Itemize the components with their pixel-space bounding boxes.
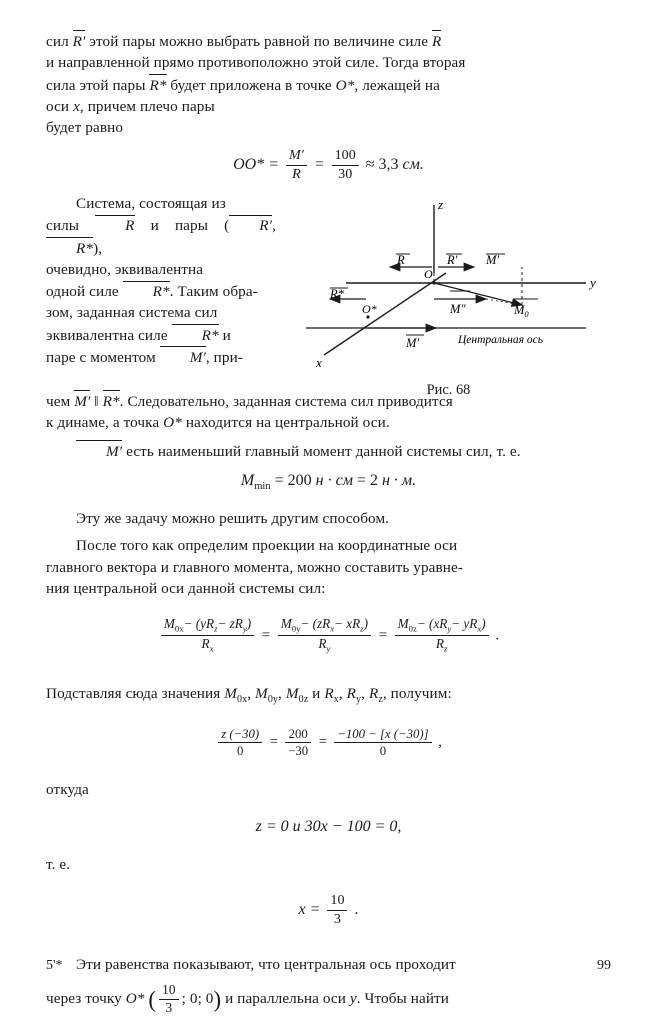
fraction-denominator: $R_y$: [318, 636, 331, 655]
page-content: [46, 30, 611, 1016]
formula-result-z: [46, 818, 611, 836]
svg-text:R: R: [397, 252, 405, 267]
equals-sign: =: [313, 156, 325, 174]
axis-z-label: z: [438, 196, 444, 212]
fraction-denominator: 3: [333, 910, 341, 927]
page-footer: [46, 955, 611, 974]
period: .: [495, 627, 500, 644]
vector-R-star: R*: [103, 390, 120, 412]
text-run: главного вектора и главного момента, можно составить уравне-: [46, 558, 464, 576]
vector-R-label: [396, 253, 410, 267]
formula-OO-star: [46, 148, 611, 183]
paragraph-11: [46, 983, 611, 1016]
paragraph-1: [46, 30, 611, 138]
point-O-star: O*: [163, 414, 182, 432]
vector-R-star: R*: [46, 237, 93, 259]
fraction-10-over-3: [159, 983, 179, 1016]
fraction-numerator: 10: [159, 983, 179, 1000]
fraction-denominator: $R_x$: [201, 636, 214, 655]
paragraph-9: [46, 854, 611, 875]
fraction-numerator: −100 − [x (−30)]: [334, 727, 431, 743]
axis-y-label: y: [590, 274, 596, 290]
text-run: одной силе: [46, 283, 119, 301]
vector-R-star: R*: [149, 74, 166, 96]
text-run: и пары (: [150, 217, 230, 235]
units-label: см.: [402, 156, 424, 174]
equals-sign: =: [268, 734, 279, 751]
subscript-min: min: [254, 480, 271, 492]
formula-Mmin: [46, 472, 611, 492]
fraction-numerator: $M_{0y}- (zR_x- xR_z)$: [278, 617, 371, 636]
svg-text:R′: R′: [447, 252, 458, 267]
page-number: 99: [597, 958, 611, 973]
text-run: силы: [46, 217, 80, 235]
text-run: Эту же задачу можно решить другим способом.: [76, 509, 390, 527]
paren-close: ): [213, 986, 222, 1012]
symbol-Rx: R: [324, 684, 334, 702]
axis-x-label: x: [316, 354, 322, 370]
text-run: ,: [272, 217, 276, 235]
vector-R-prime: R′: [229, 214, 272, 236]
text-run: ния центральной оси данной системы сил:: [46, 579, 326, 597]
vector-R: R: [95, 214, 134, 236]
text-run: оси: [46, 97, 70, 115]
fraction-10-over-3: [327, 893, 347, 928]
axis-x-label: x: [73, 97, 80, 115]
paragraph-8: [46, 779, 611, 800]
fraction-Mprime-over-R: [286, 148, 307, 183]
text-run: чем: [46, 392, 71, 410]
text-run: После того как определим проекции на координатные оси: [76, 537, 458, 555]
vector-M-prime: M′: [74, 390, 90, 412]
text-run: , причем плечо пары: [79, 97, 215, 115]
text-run: Подставляя сюда значения: [46, 684, 221, 702]
formula-lhs: M: [240, 471, 255, 489]
text-run: . Таким обра-: [169, 283, 258, 301]
vector-R-star: R*: [123, 280, 170, 302]
text-run: откуда: [46, 780, 89, 798]
figure-caption: Рис. 68: [426, 381, 471, 398]
fraction-denominator: R: [292, 166, 301, 183]
text-run: будет приложена в точке: [170, 76, 332, 94]
text-run: паре с моментом: [46, 348, 156, 366]
central-axis-label: Центральная ось: [458, 333, 543, 346]
point-O-star: O*: [335, 76, 355, 94]
svg-text:R*: R*: [330, 286, 344, 301]
text-run: к динаме, а точка: [46, 414, 160, 432]
text-run: через точку: [46, 989, 122, 1007]
fraction-1: [218, 727, 262, 759]
figure-diagram: [286, 195, 611, 375]
equals-sign-2: =: [317, 734, 328, 751]
text-run: . Чтобы найти: [356, 989, 450, 1007]
text-run: и направленной прямо противоположно этой силе. Тогда вторая: [46, 54, 466, 72]
axis-x-line: [324, 273, 446, 355]
fraction-numerator: $M_{0z}- (xR_y- yR_x)$: [395, 617, 489, 636]
text-run: сила этой пары: [46, 76, 146, 94]
formula-result-x: [46, 893, 611, 928]
fraction-numerator: M′: [286, 148, 307, 166]
formula-central-axis: [46, 617, 611, 655]
text-run: ),: [93, 239, 103, 257]
svg-text:M′: M′: [406, 335, 420, 350]
fraction-numerator: 200: [285, 727, 311, 743]
formula-value-2: = 2: [356, 471, 378, 489]
fraction-denominator: −30: [288, 744, 309, 759]
vector-M0-label: [513, 299, 538, 319]
fraction-numerator: z (−30): [218, 727, 262, 743]
vector-R: R: [432, 30, 441, 52]
formula-substituted: [46, 727, 611, 759]
comma: ,: [438, 734, 442, 751]
equals-sign-2: =: [377, 627, 388, 644]
svg-text:M0: $M_0$: [514, 302, 529, 319]
paragraph-4: [46, 440, 611, 462]
text-run: зом, заданная система сил: [46, 304, 218, 322]
text-run: т. е.: [46, 855, 71, 873]
signature-mark: 5'*: [46, 958, 63, 973]
text-run: очевидно, эквивалентна: [46, 260, 204, 278]
formula-value: = 200: [274, 471, 312, 489]
point-O-star-label: O*: [362, 301, 377, 316]
text-run: . Следовательно, заданная система сил приводится: [119, 392, 453, 410]
point-O-label: O: [424, 266, 433, 281]
text-run: сил: [46, 33, 69, 50]
text-run: Система, состоящая из: [76, 194, 226, 212]
fraction-100-over-30: [332, 148, 359, 183]
vector-M-prime-top-label: [485, 253, 505, 267]
symbol-Rz: R: [368, 684, 379, 702]
fraction-denominator: $R_z$: [435, 636, 448, 655]
fraction-denominator: 0: [237, 744, 244, 759]
approx-value: ≈ 3,3: [365, 156, 399, 174]
symbol-M0z: M: [285, 684, 299, 702]
units-label-2: н · м.: [381, 471, 417, 489]
text-run: и: [222, 326, 231, 344]
text-run: будет равно: [46, 119, 124, 137]
vector-R-prime-label: [446, 253, 462, 267]
text-run: этой пары можно выбрать равной по величине силе: [89, 33, 429, 50]
paragraph-6: [46, 535, 611, 599]
text-run: эквивалентна силе: [46, 326, 168, 344]
formula-text: z = 0 и 30x − 100 = 0,: [255, 817, 402, 835]
fraction-1: [161, 617, 254, 655]
fraction-denominator: 0: [379, 744, 387, 759]
vector-R-prime: R′: [73, 30, 86, 52]
symbol-M0y: M: [255, 684, 268, 702]
figure-68: [286, 195, 611, 398]
symbol-M0x: M: [224, 684, 238, 702]
formula-lhs: x =: [298, 901, 321, 919]
vector-M-double-prime-label: [449, 291, 470, 316]
text-run: Эти равенства показывают, что центральная ось проходит: [76, 955, 456, 973]
fraction-numerator: 10: [327, 893, 347, 911]
fraction-3: [395, 617, 489, 655]
vector-R-star: R*: [172, 324, 219, 346]
equals-sign: =: [260, 627, 271, 644]
paragraph-5: [46, 508, 611, 529]
formula-lhs: OO* =: [233, 156, 280, 174]
vector-M-prime-axis-label: [405, 335, 424, 350]
point-O-star: O*: [125, 989, 145, 1007]
fraction-denominator: 30: [338, 166, 353, 183]
text-run: , лежащей на: [354, 76, 440, 94]
fraction-2: [278, 617, 371, 655]
axis-y-label: y: [349, 989, 357, 1007]
fraction-2: [285, 727, 311, 759]
symbol-Ry: R: [346, 684, 357, 702]
paren-open: (: [148, 986, 157, 1012]
paragraph-7: Подставляя сюда значения $M_{0x}$, $M_{0y}$, $M_{0z}$ и $R_x$, $R_y$, $R_z$, получим:: [46, 684, 452, 705]
figure-text-section: [46, 193, 611, 398]
text-run: есть наименьший главный момент данной системы сил, т. е.: [126, 442, 521, 460]
fraction-numerator: 100: [332, 148, 359, 166]
fraction-numerator: $M_{0x}- (yR_z- zR_y)$: [161, 617, 254, 636]
text-run: , при-: [205, 348, 243, 366]
period: .: [354, 901, 359, 919]
fraction-3: [334, 727, 431, 759]
vector-M-prime: M′: [76, 440, 122, 462]
vector-M0-arrow: [434, 283, 522, 305]
units-label: н · см: [315, 471, 353, 489]
text-run: находится на центральной оси.: [185, 414, 390, 432]
fraction-denominator: 3: [165, 999, 173, 1015]
svg-text:M′: M′: [486, 252, 500, 267]
parallel-symbol: ‖: [94, 392, 99, 410]
svg-text:M″: M″: [450, 301, 466, 316]
vector-M-prime: M′: [160, 346, 206, 368]
coords-rest: ; 0; 0: [181, 989, 214, 1007]
text-run: и параллельна оси: [225, 989, 346, 1007]
